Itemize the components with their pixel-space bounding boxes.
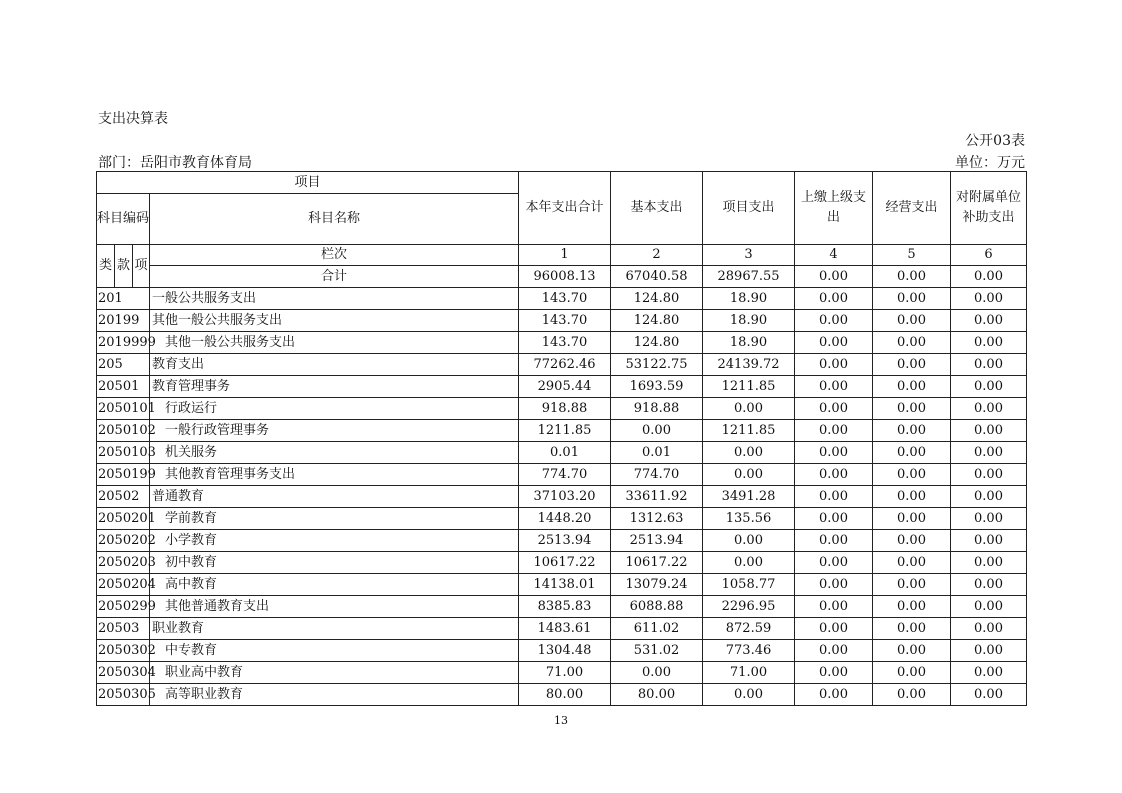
row-value-5: 0.00 xyxy=(873,530,951,552)
row-value-2: 1693.59 xyxy=(611,376,703,398)
row-value-4: 0.00 xyxy=(795,684,873,706)
row-name: 机关服务 xyxy=(150,442,519,464)
row-value-5: 0.00 xyxy=(873,618,951,640)
header-col-3: 项目支出 xyxy=(703,172,795,245)
row-value-4: 0.00 xyxy=(795,310,873,332)
row-value-1: 0.01 xyxy=(519,442,611,464)
row-value-4: 0.00 xyxy=(795,662,873,684)
row-value-2: 13079.24 xyxy=(611,574,703,596)
table-row xyxy=(97,288,1027,310)
row-value-3: 24139.72 xyxy=(703,354,795,376)
table-row xyxy=(97,596,1027,618)
row-value-3: 0.00 xyxy=(703,684,795,706)
row-value-4: 0.00 xyxy=(795,288,873,310)
row-code: 2050304 xyxy=(97,662,150,684)
row-code: 2050199 xyxy=(97,464,150,486)
row-value-3: 0.00 xyxy=(703,398,795,420)
row-value-2: 10617.22 xyxy=(611,552,703,574)
row-name: 普通教育 xyxy=(150,486,519,508)
row-value-1: 2513.94 xyxy=(519,530,611,552)
row-value-6: 0.00 xyxy=(951,508,1027,530)
row-name: 一般公共服务支出 xyxy=(150,288,519,310)
row-value-1: 1448.20 xyxy=(519,508,611,530)
form-number: 公开03表 xyxy=(965,133,1025,149)
table-row xyxy=(97,640,1027,662)
row-value-3: 1211.85 xyxy=(703,420,795,442)
row-code: 201 xyxy=(97,288,150,310)
total-value-1: 96008.13 xyxy=(519,266,611,288)
row-value-6: 0.00 xyxy=(951,464,1027,486)
table-row xyxy=(97,530,1027,552)
row-value-6: 0.00 xyxy=(951,310,1027,332)
col-number-3: 3 xyxy=(703,245,795,266)
row-code: 2050103 xyxy=(97,442,150,464)
row-value-4: 0.00 xyxy=(795,508,873,530)
row-value-3: 0.00 xyxy=(703,552,795,574)
total-value-4: 0.00 xyxy=(795,266,873,288)
table-row xyxy=(97,486,1027,508)
row-value-6: 0.00 xyxy=(951,288,1027,310)
row-value-4: 0.00 xyxy=(795,354,873,376)
header-col-5: 经营支出 xyxy=(873,172,951,245)
header-lanci: 栏次 xyxy=(150,245,519,266)
row-name: 学前教育 xyxy=(150,508,519,530)
table-row xyxy=(97,552,1027,574)
row-value-4: 0.00 xyxy=(795,574,873,596)
row-value-2: 124.80 xyxy=(611,310,703,332)
row-value-6: 0.00 xyxy=(951,420,1027,442)
row-value-4: 0.00 xyxy=(795,640,873,662)
table-row xyxy=(97,376,1027,398)
row-name: 高中教育 xyxy=(150,574,519,596)
row-name: 职业高中教育 xyxy=(150,662,519,684)
row-name: 行政运行 xyxy=(150,398,519,420)
row-value-5: 0.00 xyxy=(873,376,951,398)
row-value-1: 80.00 xyxy=(519,684,611,706)
row-value-2: 124.80 xyxy=(611,332,703,354)
row-code: 205 xyxy=(97,354,150,376)
table-row xyxy=(97,442,1027,464)
page-title: 支出决算表 xyxy=(98,111,168,127)
row-value-5: 0.00 xyxy=(873,508,951,530)
row-name: 其他一般公共服务支出 xyxy=(150,310,519,332)
row-value-6: 0.00 xyxy=(951,332,1027,354)
table-row xyxy=(97,354,1027,376)
row-value-3: 773.46 xyxy=(703,640,795,662)
row-value-6: 0.00 xyxy=(951,684,1027,706)
header-col-2: 基本支出 xyxy=(611,172,703,245)
row-value-6: 0.00 xyxy=(951,398,1027,420)
row-value-6: 0.00 xyxy=(951,618,1027,640)
row-value-5: 0.00 xyxy=(873,662,951,684)
table-row xyxy=(97,420,1027,442)
row-code: 2050305 xyxy=(97,684,150,706)
table-row xyxy=(97,574,1027,596)
row-value-3: 135.56 xyxy=(703,508,795,530)
row-value-4: 0.00 xyxy=(795,332,873,354)
row-value-3: 18.90 xyxy=(703,288,795,310)
row-value-4: 0.00 xyxy=(795,530,873,552)
row-value-4: 0.00 xyxy=(795,618,873,640)
row-value-3: 1211.85 xyxy=(703,376,795,398)
row-value-6: 0.00 xyxy=(951,640,1027,662)
row-name: 其他普通教育支出 xyxy=(150,596,519,618)
row-value-1: 8385.83 xyxy=(519,596,611,618)
expenditure-table xyxy=(96,171,1027,706)
row-value-3: 872.59 xyxy=(703,618,795,640)
row-value-3: 0.00 xyxy=(703,464,795,486)
row-value-2: 611.02 xyxy=(611,618,703,640)
row-value-5: 0.00 xyxy=(873,288,951,310)
row-value-2: 531.02 xyxy=(611,640,703,662)
row-value-4: 0.00 xyxy=(795,596,873,618)
col-number-4: 4 xyxy=(795,245,873,266)
row-code: 2050101 xyxy=(97,398,150,420)
row-value-4: 0.00 xyxy=(795,398,873,420)
col-number-5: 5 xyxy=(873,245,951,266)
header-col-6: 对附属单位补助支出 xyxy=(951,172,1027,245)
row-code: 2050299 xyxy=(97,596,150,618)
row-code: 2050204 xyxy=(97,574,150,596)
row-value-1: 143.70 xyxy=(519,288,611,310)
table-row xyxy=(97,464,1027,486)
table-row xyxy=(97,332,1027,354)
row-value-4: 0.00 xyxy=(795,486,873,508)
row-name: 其他教育管理事务支出 xyxy=(150,464,519,486)
row-value-2: 0.01 xyxy=(611,442,703,464)
row-value-5: 0.00 xyxy=(873,684,951,706)
unit-label: 单位：万元 xyxy=(955,155,1025,171)
row-value-3: 0.00 xyxy=(703,530,795,552)
row-value-2: 33611.92 xyxy=(611,486,703,508)
row-code: 2050201 xyxy=(97,508,150,530)
row-value-1: 77262.46 xyxy=(519,354,611,376)
row-value-3: 2296.95 xyxy=(703,596,795,618)
row-code: 2050302 xyxy=(97,640,150,662)
row-value-2: 2513.94 xyxy=(611,530,703,552)
row-value-4: 0.00 xyxy=(795,442,873,464)
row-value-5: 0.00 xyxy=(873,596,951,618)
header-lei: 类 xyxy=(97,245,115,288)
row-value-3: 71.00 xyxy=(703,662,795,684)
row-value-4: 0.00 xyxy=(795,420,873,442)
row-value-2: 53122.75 xyxy=(611,354,703,376)
row-value-4: 0.00 xyxy=(795,376,873,398)
department-label: 部门：岳阳市教育体育局 xyxy=(98,155,252,171)
row-value-5: 0.00 xyxy=(873,354,951,376)
row-name: 职业教育 xyxy=(150,618,519,640)
row-value-1: 1211.85 xyxy=(519,420,611,442)
row-value-1: 1304.48 xyxy=(519,640,611,662)
row-value-5: 0.00 xyxy=(873,486,951,508)
table-row xyxy=(97,508,1027,530)
row-value-1: 774.70 xyxy=(519,464,611,486)
row-value-3: 18.90 xyxy=(703,332,795,354)
row-value-6: 0.00 xyxy=(951,376,1027,398)
table-row xyxy=(97,310,1027,332)
row-name: 其他一般公共服务支出 xyxy=(150,332,519,354)
row-value-6: 0.00 xyxy=(951,354,1027,376)
row-value-2: 918.88 xyxy=(611,398,703,420)
row-value-2: 0.00 xyxy=(611,420,703,442)
col-number-6: 6 xyxy=(951,245,1027,266)
row-code: 20503 xyxy=(97,618,150,640)
row-value-1: 143.70 xyxy=(519,332,611,354)
row-value-5: 0.00 xyxy=(873,420,951,442)
total-value-2: 67040.58 xyxy=(611,266,703,288)
row-value-3: 1058.77 xyxy=(703,574,795,596)
header-kemu-bianma: 科目编码 xyxy=(97,194,150,245)
row-value-1: 143.70 xyxy=(519,310,611,332)
row-value-1: 1483.61 xyxy=(519,618,611,640)
row-value-5: 0.00 xyxy=(873,398,951,420)
row-name: 中专教育 xyxy=(150,640,519,662)
row-value-5: 0.00 xyxy=(873,442,951,464)
row-value-6: 0.00 xyxy=(951,662,1027,684)
row-name: 初中教育 xyxy=(150,552,519,574)
row-value-6: 0.00 xyxy=(951,574,1027,596)
total-value-3: 28967.55 xyxy=(703,266,795,288)
header-col-4: 上缴上级支出 xyxy=(795,172,873,245)
row-value-1: 2905.44 xyxy=(519,376,611,398)
row-code: 2050202 xyxy=(97,530,150,552)
row-name: 教育支出 xyxy=(150,354,519,376)
table-row xyxy=(97,662,1027,684)
row-value-2: 774.70 xyxy=(611,464,703,486)
row-code: 2050203 xyxy=(97,552,150,574)
row-value-4: 0.00 xyxy=(795,552,873,574)
row-code: 20501 xyxy=(97,376,150,398)
total-value-5: 0.00 xyxy=(873,266,951,288)
row-code: 20199 xyxy=(97,310,150,332)
row-value-1: 37103.20 xyxy=(519,486,611,508)
table-row xyxy=(97,618,1027,640)
row-name: 小学教育 xyxy=(150,530,519,552)
row-value-6: 0.00 xyxy=(951,552,1027,574)
page-number: 13 xyxy=(554,714,568,727)
row-code: 20502 xyxy=(97,486,150,508)
col-number-2: 2 xyxy=(611,245,703,266)
row-value-5: 0.00 xyxy=(873,310,951,332)
row-code: 2050102 xyxy=(97,420,150,442)
total-value-6: 0.00 xyxy=(951,266,1027,288)
row-value-3: 3491.28 xyxy=(703,486,795,508)
col-number-1: 1 xyxy=(519,245,611,266)
row-value-4: 0.00 xyxy=(795,464,873,486)
header-xiang: 项 xyxy=(133,245,150,288)
row-value-2: 124.80 xyxy=(611,288,703,310)
row-value-1: 918.88 xyxy=(519,398,611,420)
row-value-3: 0.00 xyxy=(703,442,795,464)
row-value-1: 10617.22 xyxy=(519,552,611,574)
row-value-6: 0.00 xyxy=(951,486,1027,508)
row-name: 高等职业教育 xyxy=(150,684,519,706)
row-value-6: 0.00 xyxy=(951,530,1027,552)
header-kemu-mingcheng: 科目名称 xyxy=(150,194,519,245)
total-label: 合计 xyxy=(150,266,519,288)
row-value-6: 0.00 xyxy=(951,596,1027,618)
row-value-2: 1312.63 xyxy=(611,508,703,530)
row-name: 教育管理事务 xyxy=(150,376,519,398)
row-value-2: 6088.88 xyxy=(611,596,703,618)
table-row xyxy=(97,398,1027,420)
header-kuan: 款 xyxy=(115,245,133,288)
row-code: 2019999 xyxy=(97,332,150,354)
row-value-5: 0.00 xyxy=(873,574,951,596)
row-value-5: 0.00 xyxy=(873,332,951,354)
row-value-6: 0.00 xyxy=(951,442,1027,464)
row-value-5: 0.00 xyxy=(873,464,951,486)
table-row xyxy=(97,684,1027,706)
row-value-5: 0.00 xyxy=(873,552,951,574)
row-value-5: 0.00 xyxy=(873,640,951,662)
row-value-1: 14138.01 xyxy=(519,574,611,596)
row-value-2: 80.00 xyxy=(611,684,703,706)
row-value-2: 0.00 xyxy=(611,662,703,684)
row-name: 一般行政管理事务 xyxy=(150,420,519,442)
row-value-3: 18.90 xyxy=(703,310,795,332)
row-value-1: 71.00 xyxy=(519,662,611,684)
header-xiangmu: 项目 xyxy=(97,172,519,194)
header-col-1: 本年支出合计 xyxy=(519,172,611,245)
